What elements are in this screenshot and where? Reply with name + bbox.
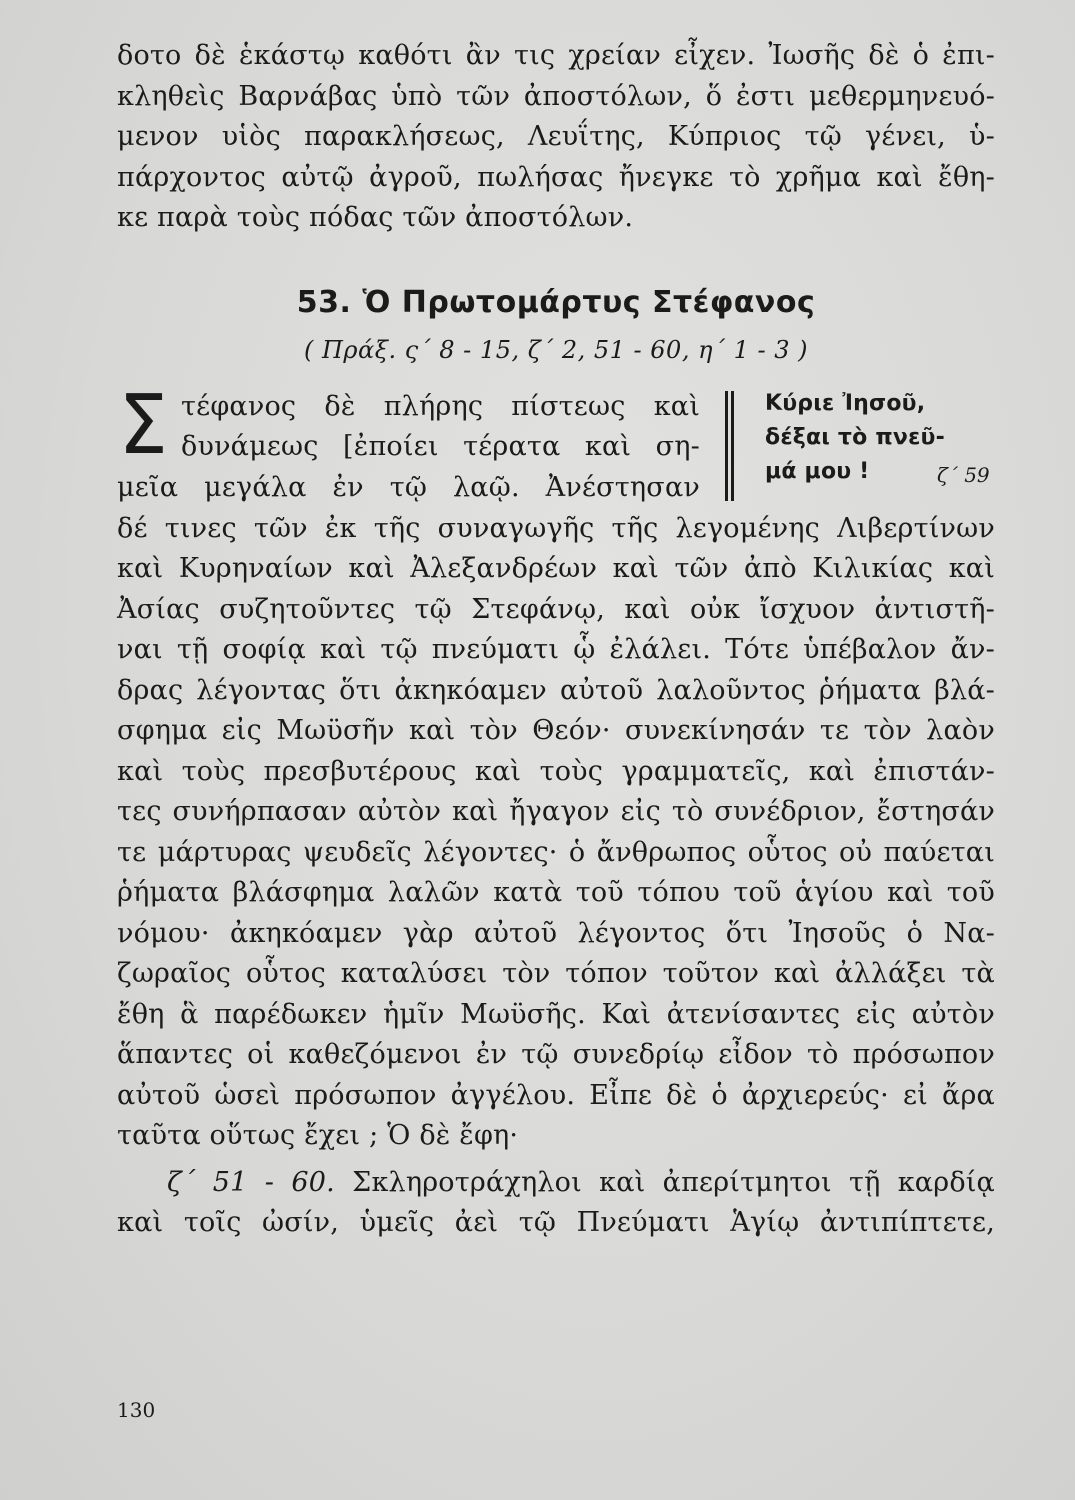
section-heading: 53. Ὁ Πρωτομάρτυς Στέφανος (296, 284, 816, 320)
text-line: καὶ τοῖς ὠσίν, ὑμεῖς ἀεὶ τῷ Πνεύματι Ἁγίῳ ἀντιπίπτετε, (117, 1207, 995, 1238)
drop-cap: Σ (118, 377, 168, 473)
verse-text: Σκληροτράχηλοι καὶ ἀπερίτμητοι τῇ καρδίᾳ (352, 1166, 995, 1198)
text-line: ταῦτα οὕτως ἔχει ; Ὁ δὲ ἔφη· (117, 1120, 519, 1151)
sidebar-line: μά μου ! (765, 458, 870, 484)
text-line: δέ τινες τῶν ἐκ τῆς συναγωγῆς τῆς λεγομένης Λιβερτίνων (117, 512, 995, 544)
sidebar-line: Κύριε Ἰησοῦ, (765, 390, 926, 416)
double-vertical-rule (725, 391, 734, 501)
text-line: μενον υἱὸς παρακλήσεως, Λευΐτης, Κύπριος τῷ γένει, ὑ- (117, 121, 995, 152)
sidebar-verse-ref: ζ΄ 59 (937, 462, 990, 487)
text-line: ῥήματα βλάσφημα λαλῶν κατὰ τοῦ τόπου τοῦ ἁγίου καὶ τοῦ (117, 877, 995, 908)
text-line: κε παρὰ τοὺς πόδας τῶν ἀποστόλων. (117, 202, 634, 233)
text-line: κληθεὶς Βαρνάβας ὑπὸ τῶν ἀποστόλων, ὅ ἐστι μεθερμηνευό- (117, 80, 995, 112)
text-line: μεῖα μεγάλα ἐν τῷ λαῷ. Ἀνέστησαν (117, 471, 700, 503)
sidebar-line: δέξαι τὸ πνεῦ- (765, 424, 945, 450)
text-line: τέφανος δὲ πλήρης πίστεως καὶ (181, 390, 700, 422)
text-line: δρας λέγοντας ὅτι ἀκηκόαμεν αὐτοῦ λαλοῦντος ῥήματα βλά- (117, 674, 995, 706)
text-line: τε μάρτυρας ψευδεῖς λέγοντες· ὁ ἄνθρωπος οὗτος οὐ παύεται (117, 836, 995, 868)
text-line: καὶ τοὺς πρεσβυτέρους καὶ τοὺς γραμματεῖς, καὶ ἐπιστάν- (117, 755, 995, 787)
text-line: ἔθη ἃ παρέδωκεν ἡμῖν Μωϋσῆς. Καὶ ἀτενίσαντες εἰς αὐτὸν (117, 998, 995, 1030)
text-line: δυνάμεως [ἐποίει τέρατα καὶ ση- (181, 431, 700, 462)
top-paragraph (117, 36, 995, 239)
text-line: ναι τῇ σοφίᾳ καὶ τῷ πνεύματι ᾧ ἐλάλει. Τότε ὑπέβαλον ἄν- (117, 634, 995, 665)
text-line: ζωραῖος οὗτος καταλύσει τὸν τόπον τοῦτον καὶ ἀλλάξει τὰ (117, 958, 995, 989)
body-paragraph (117, 509, 995, 1157)
text-line: ἅπαντες οἱ καθεζόμενοι ἐν τῷ συνεδρίῳ εἶδον τὸ πρόσωπον (117, 1039, 995, 1070)
intro-text (117, 377, 700, 509)
text-line (117, 1163, 995, 1204)
text-line: νόμου· ἀκηκόαμεν γὰρ αὐτοῦ λέγοντος ὅτι Ἰησοῦς ὁ Να- (117, 917, 995, 949)
page-text (117, 36, 995, 1244)
text-line: σφημα εἰς Μωϋσῆν καὶ τὸν Θεόν· συνεκίνησάν τε τὸν λαὸν (117, 715, 995, 746)
verse-paragraph (117, 1163, 995, 1244)
text-line: τες συνήρπασαν αὐτὸν καὶ ἤγαγον εἰς τὸ συνέδριον, ἔστησάν (117, 796, 995, 827)
text-line: καὶ Κυρηναίων καὶ Ἀλεξανδρέων καὶ τῶν ἀπὸ Κιλικίας καὶ (117, 553, 995, 584)
scripture-reference: ( Πράξ. ς΄ 8 - 15, ζ΄ 2, 51 - 60, η΄ 1 - 3 ) (304, 335, 808, 364)
text-line: πάρχοντος αὐτῷ ἀγροῦ, πωλήσας ἤνεγκε τὸ χρῆμα καὶ ἔθη- (117, 161, 995, 193)
intro-paragraph (117, 377, 995, 509)
page-number: 130 (117, 1398, 156, 1422)
text-line: αὐτοῦ ὡσεὶ πρόσωπον ἀγγέλου. Εἶπε δὲ ὁ ἀρχιερεύς· εἰ ἄρα (117, 1079, 995, 1111)
text-line: Ἀσίας συζητοῦντες τῷ Στεφάνῳ, καὶ οὐκ ἴσχυον ἀντιστῆ- (117, 593, 995, 625)
text-line: δοτο δὲ ἑκάστῳ καθότι ἂν τις χρείαν εἶχεν. Ἰωσῆς δὲ ὁ ἐπι- (117, 40, 995, 71)
verse-ref: ζ΄ 51 - 60. (167, 1166, 335, 1198)
